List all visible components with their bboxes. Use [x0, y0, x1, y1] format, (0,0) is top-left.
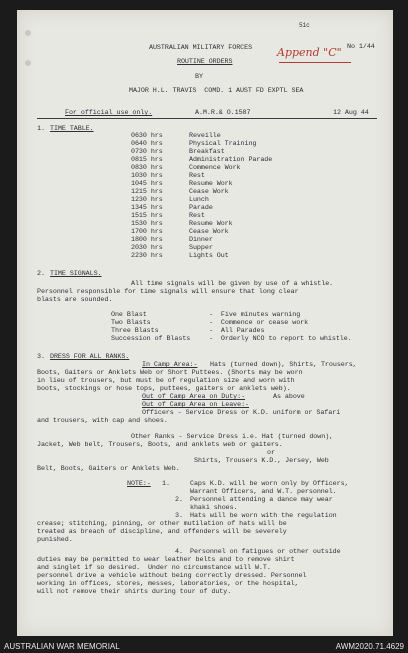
time: 1515 hrs	[131, 212, 163, 220]
signal-name: Two Blasts	[111, 319, 151, 327]
paragraph-line: Hats (turned down), Shirts, Trousers,	[210, 361, 357, 369]
note-line: khaki shoes.	[190, 504, 238, 512]
page-number: No 1/44	[347, 43, 375, 51]
punch-hole	[25, 60, 31, 66]
time: 0830 hrs	[131, 164, 163, 172]
section-heading: TIME SIGNALS.	[50, 270, 102, 278]
paragraph-line: Personnel responsible for time signals will ensure that long clear	[37, 288, 299, 296]
signal-meaning: - All Parades	[209, 327, 265, 335]
paragraph-line: will not remove their shirts during tour of duty.	[37, 588, 232, 596]
event: Reveille	[189, 132, 221, 140]
paragraph-line: and trousers, with cap and shoes.	[37, 417, 168, 425]
note-number: 4.	[175, 548, 183, 556]
section-heading: DRESS FOR ALL RANKS.	[50, 353, 130, 361]
section-number: 1.	[37, 125, 45, 133]
time: 0630 hrs	[131, 132, 163, 140]
organisation: AUSTRALIAN MILITARY FORCES	[149, 44, 253, 52]
time: 2030 hrs	[131, 244, 163, 252]
signal-meaning: - Commence or cease work	[209, 319, 309, 327]
document-title: ROUTINE ORDERS	[177, 58, 233, 66]
archive-reference: AWM2020.71.4629	[335, 642, 404, 651]
paragraph-line: in lieu of trousers, but must be of regulation size and worn with	[37, 377, 295, 385]
page-mark: 51c	[299, 22, 310, 29]
signal-name: Three Blasts	[111, 327, 159, 335]
archive-name: AUSTRALIAN WAR MEMORIAL	[4, 642, 120, 651]
paragraph-line: and singlet if so desired. Under no circumstance will W.T.	[37, 564, 271, 572]
event: Lights Out	[189, 252, 229, 260]
paragraph-line: boots, stockings or hose tops, puttees, gaiters or anklets web).	[37, 385, 291, 393]
event: Resume Work	[189, 220, 233, 228]
paragraph-line: All time signals will be given by use of a whistle.	[131, 280, 334, 288]
note-number: 2.	[175, 496, 183, 504]
duty-value: As above	[273, 393, 305, 401]
note-line: Personnel on fatigues or other outside	[190, 548, 341, 556]
time: 1230 hrs	[131, 196, 163, 204]
note-line: Personnel attending a dance may wear	[190, 496, 333, 504]
event: Cease Work	[189, 228, 229, 236]
paragraph-line: or	[267, 449, 275, 457]
paragraph-line: personnel drive a vehicle without being correctly dressed. Personnel	[37, 572, 307, 580]
time: 2230 hrs	[131, 252, 163, 260]
note-number: 1.	[162, 480, 170, 488]
paragraph-line: Other Ranks - Service Dress i.e. Hat (turned down),	[131, 433, 334, 441]
event: Administration Parade	[189, 156, 273, 164]
duty-label: Out of Camp Area on Duty:-	[142, 393, 246, 401]
event: Dinner	[189, 236, 213, 244]
official-use: For official use only.	[65, 109, 153, 117]
document-page	[17, 10, 393, 636]
leave-label: Out of Camp Area on Leave:-	[142, 401, 250, 409]
header-rule	[37, 118, 377, 119]
time: 1045 hrs	[131, 180, 163, 188]
event: Resume Work	[189, 180, 233, 188]
handwritten-annotation: Append "C"	[277, 46, 342, 59]
event: Rest	[189, 212, 205, 220]
paragraph-line: Shirts, Trousers K.D., Jersey, Web	[194, 457, 329, 465]
time: 1530 hrs	[131, 220, 163, 228]
paragraph-line: punished.	[37, 536, 73, 544]
time: 1800 hrs	[131, 236, 163, 244]
time: 1030 hrs	[131, 172, 163, 180]
issuer: MAJOR H.L. TRAVIS COMD. 1 AUST FD EXPTL SEA	[129, 87, 304, 95]
event: Breakfast	[189, 148, 225, 156]
paragraph-line: duties may be permitted to wear leather belts and to remove shirt	[37, 556, 295, 564]
section-number: 3.	[37, 353, 45, 361]
signal-meaning: - Orderly NCO to report to whistle.	[209, 335, 352, 343]
punch-hole	[25, 30, 31, 36]
event: Physical Training	[189, 140, 257, 148]
archive-footer	[0, 639, 408, 653]
time: 0730 hrs	[131, 148, 163, 156]
note-line: Hats will be worn with the regulation	[190, 512, 337, 520]
event: Parade	[189, 204, 213, 212]
in-camp-label: In Camp Area:-	[142, 361, 198, 369]
paragraph-line: Officers - Service Dress or K.D. uniform or Safari	[142, 409, 341, 417]
section-number: 2.	[37, 270, 45, 278]
paragraph-line: Jacket, Web belt, Trousers, Boots, and anklets web or gaiters.	[37, 441, 283, 449]
signal-name: Succession of Blasts	[111, 335, 191, 343]
event: Supper	[189, 244, 213, 252]
event: Cease Work	[189, 188, 229, 196]
time: 0640 hrs	[131, 140, 163, 148]
signal-meaning: - Five minutes warning	[209, 311, 301, 319]
paragraph-line: blasts are sounded.	[37, 296, 113, 304]
paragraph-line: treated as breach of discipline, and offenders will be severely	[37, 528, 287, 536]
time: 0815 hrs	[131, 156, 163, 164]
by-label: BY	[195, 73, 203, 81]
date: 12 Aug 44	[333, 109, 369, 117]
paragraph-line: crease; stitching, pinning, or other mutilation of hats will be	[37, 520, 287, 528]
section-heading: TIME TABLE.	[50, 125, 94, 133]
time: 1700 hrs	[131, 228, 163, 236]
note-number: 3.	[175, 512, 183, 520]
paragraph-line: working in offices, stores, messes, laboratories, or the hospital,	[37, 580, 299, 588]
note-label: NOTE:-	[127, 480, 151, 488]
time: 1345 hrs	[131, 204, 163, 212]
time: 1215 hrs	[131, 188, 163, 196]
event: Commence Work	[189, 164, 241, 172]
signal-name: One Blast	[111, 311, 147, 319]
note-line: Caps K.D. will be worn only by Officers,	[190, 480, 349, 488]
event: Rest	[189, 172, 205, 180]
paragraph-line: Belt, Boots, Gaiters or Anklets Web.	[37, 465, 180, 473]
event: Lunch	[189, 196, 209, 204]
note-line: Warrant Officers, and W.T. personnel.	[190, 488, 337, 496]
paragraph-line: Boots, Gaiters or Anklets Web or Short Puttees. (Shorts may be worn	[37, 369, 303, 377]
reference: A.M.R.& O.1587	[195, 109, 251, 117]
annotation-underline	[279, 62, 351, 63]
